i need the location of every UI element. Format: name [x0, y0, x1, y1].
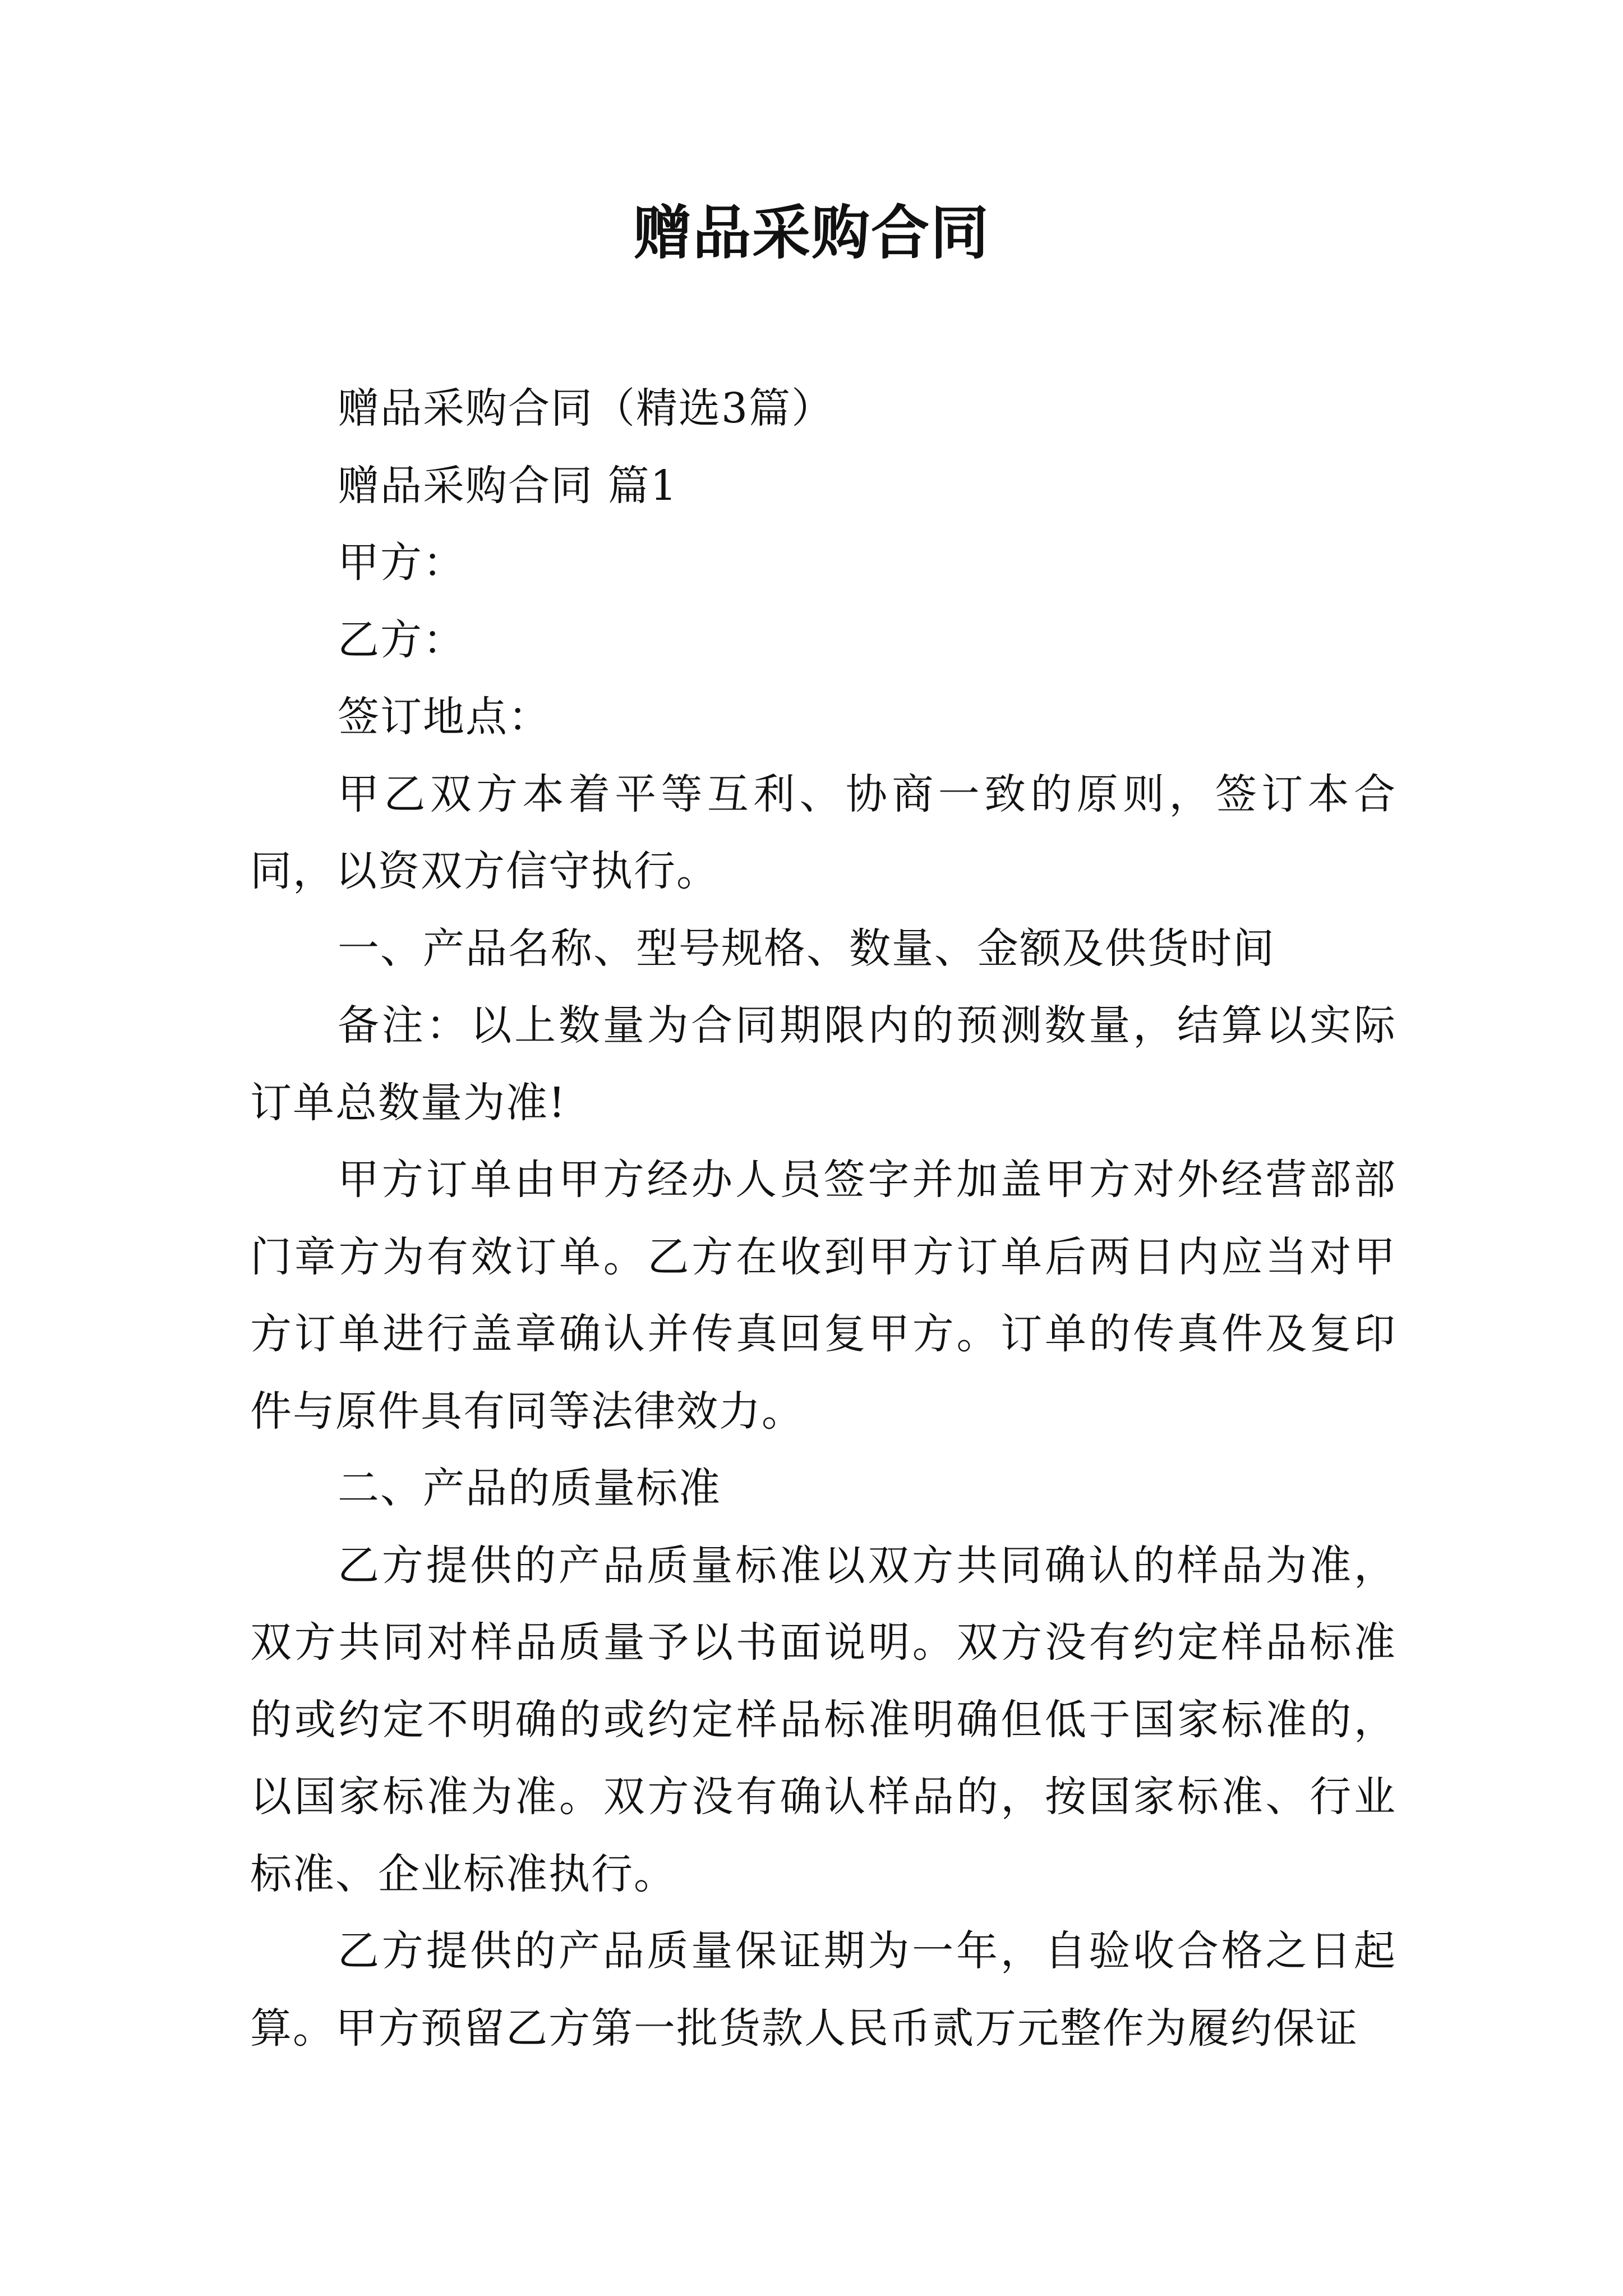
- paragraph-party-a: 甲方：: [338, 539, 465, 587]
- paragraph-quality-standard: 乙方提供的产品质量标准以双方共同确认的样品为准，双方共同对样品质量予以书面说明。双方没有约定样品标准的或约定不明确的或约定样品标准明确但低于国家标准的，以国家标准为准。双方没有确认样品的，按国家标准、行业标准、企业标准执行。: [250, 1541, 1396, 1898]
- document-title: 赠品采购合同: [633, 199, 990, 267]
- paragraph-warranty: 乙方提供的产品质量保证期为一年，自验收合格之日起算。甲方预留乙方第一批货款人民币贰万元整作为履约保证: [250, 1927, 1396, 2053]
- paragraph-subtitle: 赠品采购合同（精选3篇）: [338, 384, 834, 432]
- paragraph-order-terms: 甲方订单由甲方经办人员签字并加盖甲方对外经营部部门章方为有效订单。乙方在收到甲方订单后两日内应当对甲方订单进行盖章确认并传真回复甲方。订单的传真件及复印件与原件具有同等法律效力。: [250, 1156, 1396, 1435]
- document-body: [250, 370, 1396, 2067]
- paragraph-clause-2-heading: 二、产品的质量标准: [338, 1464, 721, 1512]
- paragraph-section-heading: 赠品采购合同 篇1: [338, 461, 678, 510]
- paragraph-party-b: 乙方：: [338, 615, 465, 664]
- paragraph-preamble: 甲乙双方本着平等互利、协商一致的原则，签订本合同，以资双方信守执行。: [250, 770, 1396, 895]
- paragraph-clause-1-heading: 一、产品名称、型号规格、数量、金额及供货时间: [338, 924, 1275, 973]
- paragraph-signing-place: 签订地点：: [338, 693, 551, 741]
- paragraph-remark: 备注：以上数量为合同期限内的预测数量，结算以实际订单总数量为准!: [250, 1001, 1396, 1127]
